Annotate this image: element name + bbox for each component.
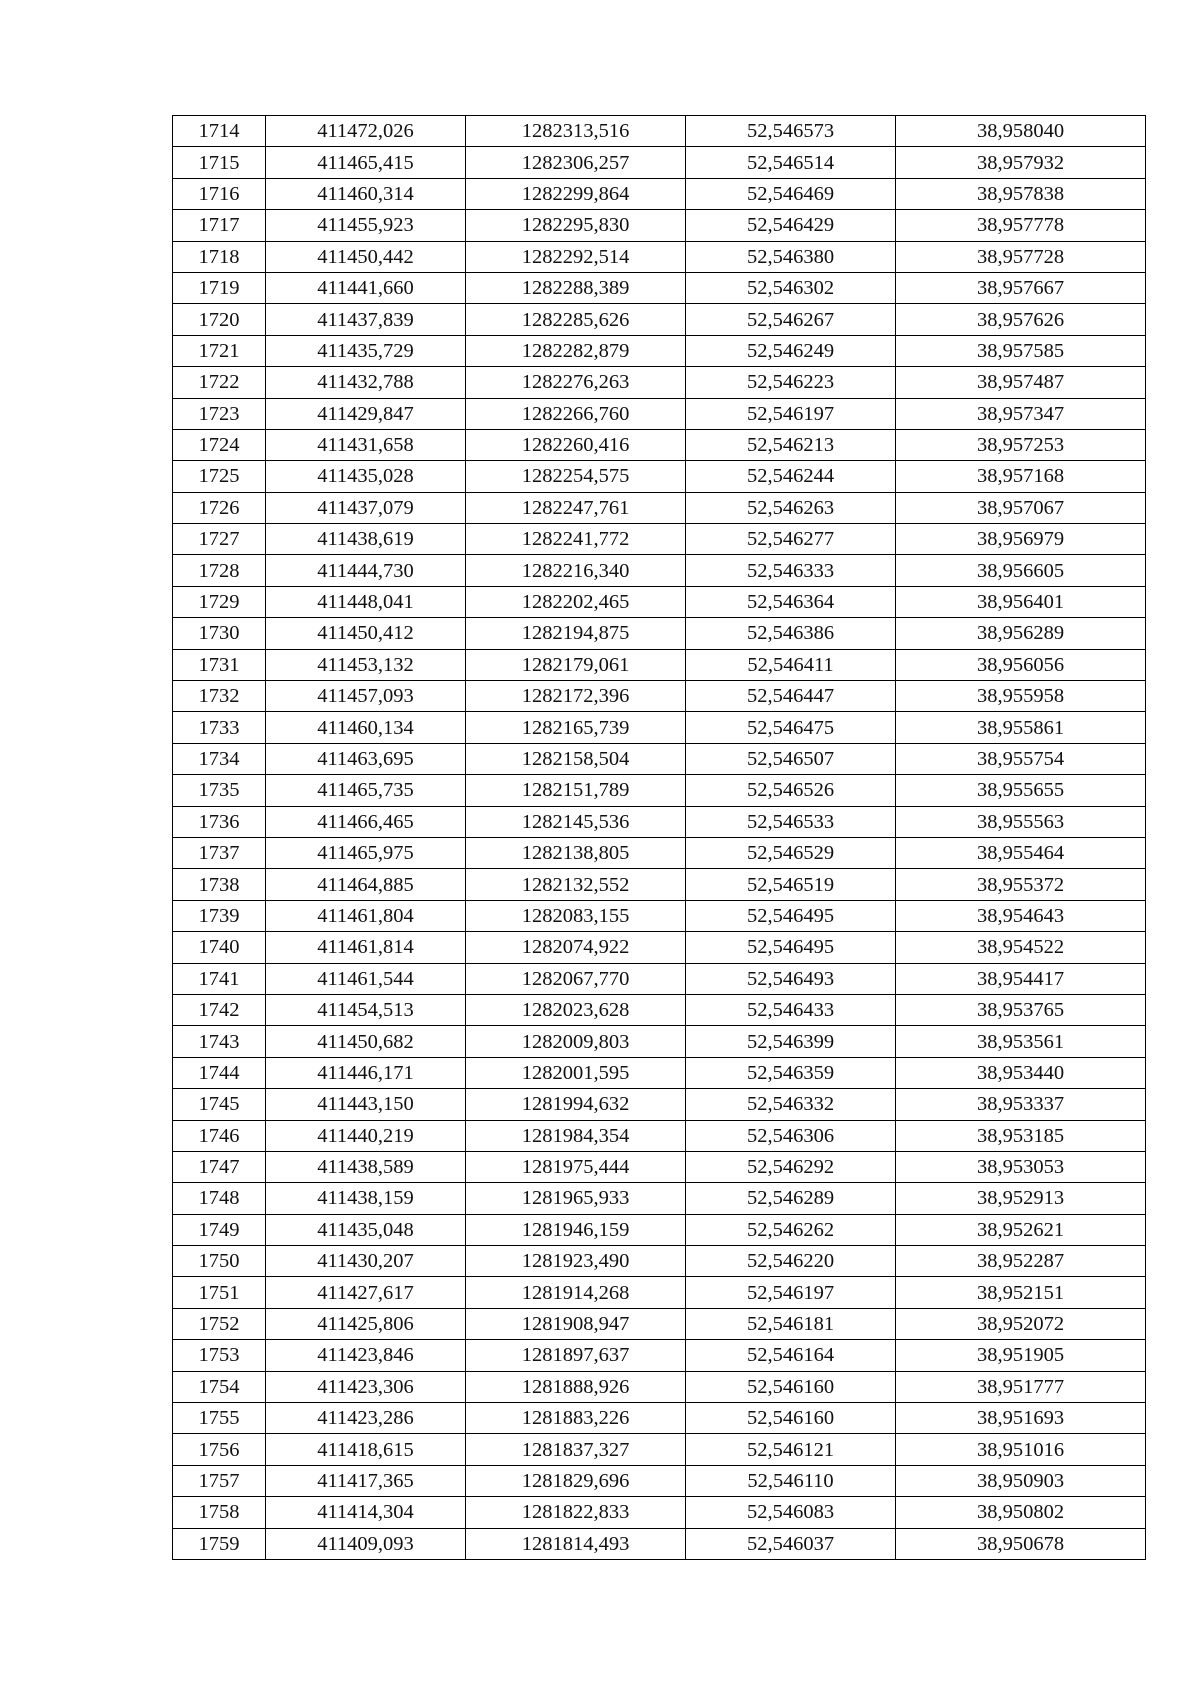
point-number-cell: 1735 <box>173 775 266 806</box>
x-coordinate-cell: 411460,134 <box>266 712 466 743</box>
table-row <box>173 618 1146 649</box>
point-number-cell: 1754 <box>173 1371 266 1402</box>
table-row <box>173 1403 1146 1434</box>
point-number-cell: 1719 <box>173 272 266 303</box>
point-number-cell: 1728 <box>173 555 266 586</box>
y-coordinate-cell: 1282145,536 <box>466 806 686 837</box>
point-number-cell: 1749 <box>173 1214 266 1245</box>
y-coordinate-cell: 1281888,926 <box>466 1371 686 1402</box>
y-coordinate-cell: 1281822,833 <box>466 1497 686 1528</box>
longitude-cell: 38,956979 <box>896 524 1146 555</box>
y-coordinate-cell: 1281908,947 <box>466 1308 686 1339</box>
x-coordinate-cell: 411455,923 <box>266 210 466 241</box>
x-coordinate-cell: 411464,885 <box>266 869 466 900</box>
longitude-cell: 38,953337 <box>896 1089 1146 1120</box>
table-row <box>173 1465 1146 1496</box>
latitude-cell: 52,546447 <box>686 681 896 712</box>
longitude-cell: 38,957626 <box>896 304 1146 335</box>
longitude-cell: 38,955754 <box>896 743 1146 774</box>
longitude-cell: 38,954417 <box>896 963 1146 994</box>
point-number-cell: 1747 <box>173 1151 266 1182</box>
longitude-cell: 38,950903 <box>896 1465 1146 1496</box>
y-coordinate-cell: 1281965,933 <box>466 1183 686 1214</box>
point-number-cell: 1738 <box>173 869 266 900</box>
point-number-cell: 1730 <box>173 618 266 649</box>
latitude-cell: 52,546292 <box>686 1151 896 1182</box>
table-row <box>173 869 1146 900</box>
longitude-cell: 38,952621 <box>896 1214 1146 1245</box>
x-coordinate-cell: 411472,026 <box>266 116 466 147</box>
latitude-cell: 52,546262 <box>686 1214 896 1245</box>
y-coordinate-cell: 1282254,575 <box>466 461 686 492</box>
latitude-cell: 52,546160 <box>686 1403 896 1434</box>
table-row <box>173 367 1146 398</box>
latitude-cell: 52,546220 <box>686 1246 896 1277</box>
point-number-cell: 1736 <box>173 806 266 837</box>
point-number-cell: 1739 <box>173 900 266 931</box>
y-coordinate-cell: 1282001,595 <box>466 1057 686 1088</box>
table-row <box>173 429 1146 460</box>
y-coordinate-cell: 1281994,632 <box>466 1089 686 1120</box>
y-coordinate-cell: 1282266,760 <box>466 398 686 429</box>
latitude-cell: 52,546332 <box>686 1089 896 1120</box>
x-coordinate-cell: 411453,132 <box>266 649 466 680</box>
latitude-cell: 52,546526 <box>686 775 896 806</box>
table-row <box>173 1089 1146 1120</box>
x-coordinate-cell: 411443,150 <box>266 1089 466 1120</box>
longitude-cell: 38,955372 <box>896 869 1146 900</box>
table-row <box>173 241 1146 272</box>
y-coordinate-cell: 1282074,922 <box>466 932 686 963</box>
y-coordinate-cell: 1281883,226 <box>466 1403 686 1434</box>
latitude-cell: 52,546399 <box>686 1026 896 1057</box>
x-coordinate-cell: 411441,660 <box>266 272 466 303</box>
y-coordinate-cell: 1282172,396 <box>466 681 686 712</box>
longitude-cell: 38,953440 <box>896 1057 1146 1088</box>
y-coordinate-cell: 1282247,761 <box>466 492 686 523</box>
latitude-cell: 52,546213 <box>686 429 896 460</box>
point-number-cell: 1748 <box>173 1183 266 1214</box>
table-row <box>173 147 1146 178</box>
table-row <box>173 743 1146 774</box>
y-coordinate-cell: 1282260,416 <box>466 429 686 460</box>
point-number-cell: 1757 <box>173 1465 266 1496</box>
latitude-cell: 52,546197 <box>686 398 896 429</box>
point-number-cell: 1741 <box>173 963 266 994</box>
longitude-cell: 38,951777 <box>896 1371 1146 1402</box>
table-row <box>173 1246 1146 1277</box>
x-coordinate-cell: 411438,589 <box>266 1151 466 1182</box>
table-row <box>173 775 1146 806</box>
y-coordinate-cell: 1282138,805 <box>466 837 686 868</box>
latitude-cell: 52,546507 <box>686 743 896 774</box>
y-coordinate-cell: 1282023,628 <box>466 994 686 1025</box>
longitude-cell: 38,950802 <box>896 1497 1146 1528</box>
longitude-cell: 38,955958 <box>896 681 1146 712</box>
longitude-cell: 38,955655 <box>896 775 1146 806</box>
x-coordinate-cell: 411465,975 <box>266 837 466 868</box>
latitude-cell: 52,546121 <box>686 1434 896 1465</box>
point-number-cell: 1750 <box>173 1246 266 1277</box>
coordinates-table <box>172 115 1146 1560</box>
longitude-cell: 38,955861 <box>896 712 1146 743</box>
y-coordinate-cell: 1282276,263 <box>466 367 686 398</box>
latitude-cell: 52,546263 <box>686 492 896 523</box>
y-coordinate-cell: 1282295,830 <box>466 210 686 241</box>
x-coordinate-cell: 411435,048 <box>266 1214 466 1245</box>
table-row <box>173 210 1146 241</box>
x-coordinate-cell: 411423,846 <box>266 1340 466 1371</box>
longitude-cell: 38,956605 <box>896 555 1146 586</box>
latitude-cell: 52,546495 <box>686 900 896 931</box>
x-coordinate-cell: 411429,847 <box>266 398 466 429</box>
point-number-cell: 1727 <box>173 524 266 555</box>
latitude-cell: 52,546519 <box>686 869 896 900</box>
table-row <box>173 1214 1146 1245</box>
latitude-cell: 52,546475 <box>686 712 896 743</box>
y-coordinate-cell: 1281814,493 <box>466 1528 686 1559</box>
x-coordinate-cell: 411437,079 <box>266 492 466 523</box>
longitude-cell: 38,954643 <box>896 900 1146 931</box>
longitude-cell: 38,957778 <box>896 210 1146 241</box>
table-row <box>173 398 1146 429</box>
y-coordinate-cell: 1282241,772 <box>466 524 686 555</box>
x-coordinate-cell: 411432,788 <box>266 367 466 398</box>
longitude-cell: 38,956289 <box>896 618 1146 649</box>
latitude-cell: 52,546364 <box>686 586 896 617</box>
x-coordinate-cell: 411438,619 <box>266 524 466 555</box>
x-coordinate-cell: 411417,365 <box>266 1465 466 1496</box>
longitude-cell: 38,958040 <box>896 116 1146 147</box>
longitude-cell: 38,957347 <box>896 398 1146 429</box>
table-row <box>173 963 1146 994</box>
point-number-cell: 1722 <box>173 367 266 398</box>
latitude-cell: 52,546289 <box>686 1183 896 1214</box>
table-row <box>173 649 1146 680</box>
longitude-cell: 38,957728 <box>896 241 1146 272</box>
point-number-cell: 1752 <box>173 1308 266 1339</box>
latitude-cell: 52,546197 <box>686 1277 896 1308</box>
y-coordinate-cell: 1281923,490 <box>466 1246 686 1277</box>
y-coordinate-cell: 1282292,514 <box>466 241 686 272</box>
point-number-cell: 1724 <box>173 429 266 460</box>
longitude-cell: 38,950678 <box>896 1528 1146 1559</box>
point-number-cell: 1720 <box>173 304 266 335</box>
x-coordinate-cell: 411450,442 <box>266 241 466 272</box>
point-number-cell: 1726 <box>173 492 266 523</box>
longitude-cell: 38,957585 <box>896 335 1146 366</box>
point-number-cell: 1733 <box>173 712 266 743</box>
y-coordinate-cell: 1282179,061 <box>466 649 686 680</box>
latitude-cell: 52,546433 <box>686 994 896 1025</box>
table-row <box>173 1277 1146 1308</box>
table-row <box>173 555 1146 586</box>
x-coordinate-cell: 411446,171 <box>266 1057 466 1088</box>
y-coordinate-cell: 1282194,875 <box>466 618 686 649</box>
latitude-cell: 52,546386 <box>686 618 896 649</box>
point-number-cell: 1732 <box>173 681 266 712</box>
table-row <box>173 1371 1146 1402</box>
table-row <box>173 994 1146 1025</box>
y-coordinate-cell: 1282313,516 <box>466 116 686 147</box>
y-coordinate-cell: 1282158,504 <box>466 743 686 774</box>
x-coordinate-cell: 411427,617 <box>266 1277 466 1308</box>
table-row <box>173 1183 1146 1214</box>
y-coordinate-cell: 1282132,552 <box>466 869 686 900</box>
latitude-cell: 52,546306 <box>686 1120 896 1151</box>
x-coordinate-cell: 411437,839 <box>266 304 466 335</box>
longitude-cell: 38,951693 <box>896 1403 1146 1434</box>
y-coordinate-cell: 1281837,327 <box>466 1434 686 1465</box>
point-number-cell: 1746 <box>173 1120 266 1151</box>
x-coordinate-cell: 411454,513 <box>266 994 466 1025</box>
x-coordinate-cell: 411423,306 <box>266 1371 466 1402</box>
table-row <box>173 1120 1146 1151</box>
point-number-cell: 1717 <box>173 210 266 241</box>
table-row <box>173 1497 1146 1528</box>
point-number-cell: 1744 <box>173 1057 266 1088</box>
table-row <box>173 272 1146 303</box>
point-number-cell: 1742 <box>173 994 266 1025</box>
x-coordinate-cell: 411450,682 <box>266 1026 466 1057</box>
longitude-cell: 38,953185 <box>896 1120 1146 1151</box>
y-coordinate-cell: 1282165,739 <box>466 712 686 743</box>
y-coordinate-cell: 1282009,803 <box>466 1026 686 1057</box>
latitude-cell: 52,546083 <box>686 1497 896 1528</box>
table-row <box>173 681 1146 712</box>
latitude-cell: 52,546037 <box>686 1528 896 1559</box>
latitude-cell: 52,546181 <box>686 1308 896 1339</box>
y-coordinate-cell: 1281829,696 <box>466 1465 686 1496</box>
point-number-cell: 1716 <box>173 178 266 209</box>
table-row <box>173 178 1146 209</box>
longitude-cell: 38,955563 <box>896 806 1146 837</box>
x-coordinate-cell: 411466,465 <box>266 806 466 837</box>
longitude-cell: 38,952151 <box>896 1277 1146 1308</box>
longitude-cell: 38,953053 <box>896 1151 1146 1182</box>
table-row <box>173 304 1146 335</box>
latitude-cell: 52,546223 <box>686 367 896 398</box>
point-number-cell: 1758 <box>173 1497 266 1528</box>
longitude-cell: 38,957253 <box>896 429 1146 460</box>
y-coordinate-cell: 1281946,159 <box>466 1214 686 1245</box>
longitude-cell: 38,955464 <box>896 837 1146 868</box>
longitude-cell: 38,954522 <box>896 932 1146 963</box>
y-coordinate-cell: 1282151,789 <box>466 775 686 806</box>
point-number-cell: 1751 <box>173 1277 266 1308</box>
point-number-cell: 1715 <box>173 147 266 178</box>
x-coordinate-cell: 411460,314 <box>266 178 466 209</box>
longitude-cell: 38,952072 <box>896 1308 1146 1339</box>
table-row <box>173 1151 1146 1182</box>
latitude-cell: 52,546359 <box>686 1057 896 1088</box>
coordinates-table-body <box>173 116 1146 1560</box>
point-number-cell: 1723 <box>173 398 266 429</box>
latitude-cell: 52,546514 <box>686 147 896 178</box>
point-number-cell: 1759 <box>173 1528 266 1559</box>
table-row <box>173 524 1146 555</box>
latitude-cell: 52,546244 <box>686 461 896 492</box>
latitude-cell: 52,546333 <box>686 555 896 586</box>
point-number-cell: 1743 <box>173 1026 266 1057</box>
latitude-cell: 52,546429 <box>686 210 896 241</box>
x-coordinate-cell: 411461,814 <box>266 932 466 963</box>
point-number-cell: 1755 <box>173 1403 266 1434</box>
point-number-cell: 1721 <box>173 335 266 366</box>
table-row <box>173 932 1146 963</box>
point-number-cell: 1725 <box>173 461 266 492</box>
x-coordinate-cell: 411448,041 <box>266 586 466 617</box>
table-row <box>173 1528 1146 1559</box>
table-row <box>173 335 1146 366</box>
x-coordinate-cell: 411465,415 <box>266 147 466 178</box>
x-coordinate-cell: 411430,207 <box>266 1246 466 1277</box>
table-row <box>173 492 1146 523</box>
table-row <box>173 1308 1146 1339</box>
table-row <box>173 1026 1146 1057</box>
point-number-cell: 1756 <box>173 1434 266 1465</box>
latitude-cell: 52,546164 <box>686 1340 896 1371</box>
x-coordinate-cell: 411461,804 <box>266 900 466 931</box>
point-number-cell: 1740 <box>173 932 266 963</box>
table-row <box>173 900 1146 931</box>
longitude-cell: 38,957667 <box>896 272 1146 303</box>
latitude-cell: 52,546469 <box>686 178 896 209</box>
point-number-cell: 1731 <box>173 649 266 680</box>
longitude-cell: 38,956401 <box>896 586 1146 617</box>
longitude-cell: 38,957067 <box>896 492 1146 523</box>
x-coordinate-cell: 411438,159 <box>266 1183 466 1214</box>
latitude-cell: 52,546533 <box>686 806 896 837</box>
x-coordinate-cell: 411423,286 <box>266 1403 466 1434</box>
x-coordinate-cell: 411414,304 <box>266 1497 466 1528</box>
x-coordinate-cell: 411461,544 <box>266 963 466 994</box>
x-coordinate-cell: 411409,093 <box>266 1528 466 1559</box>
latitude-cell: 52,546277 <box>686 524 896 555</box>
x-coordinate-cell: 411450,412 <box>266 618 466 649</box>
table-row <box>173 712 1146 743</box>
longitude-cell: 38,957487 <box>896 367 1146 398</box>
latitude-cell: 52,546110 <box>686 1465 896 1496</box>
y-coordinate-cell: 1282282,879 <box>466 335 686 366</box>
point-number-cell: 1745 <box>173 1089 266 1120</box>
latitude-cell: 52,546573 <box>686 116 896 147</box>
y-coordinate-cell: 1282216,340 <box>466 555 686 586</box>
latitude-cell: 52,546160 <box>686 1371 896 1402</box>
point-number-cell: 1734 <box>173 743 266 774</box>
longitude-cell: 38,957838 <box>896 178 1146 209</box>
latitude-cell: 52,546380 <box>686 241 896 272</box>
latitude-cell: 52,546411 <box>686 649 896 680</box>
longitude-cell: 38,952913 <box>896 1183 1146 1214</box>
y-coordinate-cell: 1282288,389 <box>466 272 686 303</box>
table-row <box>173 1057 1146 1088</box>
table-row <box>173 116 1146 147</box>
x-coordinate-cell: 411435,028 <box>266 461 466 492</box>
point-number-cell: 1753 <box>173 1340 266 1371</box>
x-coordinate-cell: 411465,735 <box>266 775 466 806</box>
x-coordinate-cell: 411440,219 <box>266 1120 466 1151</box>
y-coordinate-cell: 1282202,465 <box>466 586 686 617</box>
table-row <box>173 586 1146 617</box>
x-coordinate-cell: 411425,806 <box>266 1308 466 1339</box>
x-coordinate-cell: 411418,615 <box>266 1434 466 1465</box>
y-coordinate-cell: 1281984,354 <box>466 1120 686 1151</box>
table-row <box>173 1340 1146 1371</box>
longitude-cell: 38,957168 <box>896 461 1146 492</box>
point-number-cell: 1737 <box>173 837 266 868</box>
y-coordinate-cell: 1281897,637 <box>466 1340 686 1371</box>
y-coordinate-cell: 1281914,268 <box>466 1277 686 1308</box>
longitude-cell: 38,951905 <box>896 1340 1146 1371</box>
point-number-cell: 1718 <box>173 241 266 272</box>
longitude-cell: 38,956056 <box>896 649 1146 680</box>
longitude-cell: 38,953561 <box>896 1026 1146 1057</box>
y-coordinate-cell: 1282285,626 <box>466 304 686 335</box>
y-coordinate-cell: 1282067,770 <box>466 963 686 994</box>
latitude-cell: 52,546249 <box>686 335 896 366</box>
y-coordinate-cell: 1282306,257 <box>466 147 686 178</box>
longitude-cell: 38,953765 <box>896 994 1146 1025</box>
longitude-cell: 38,951016 <box>896 1434 1146 1465</box>
longitude-cell: 38,957932 <box>896 147 1146 178</box>
table-row <box>173 837 1146 868</box>
y-coordinate-cell: 1281975,444 <box>466 1151 686 1182</box>
x-coordinate-cell: 411457,093 <box>266 681 466 712</box>
table-row <box>173 1434 1146 1465</box>
latitude-cell: 52,546495 <box>686 932 896 963</box>
x-coordinate-cell: 411444,730 <box>266 555 466 586</box>
latitude-cell: 52,546529 <box>686 837 896 868</box>
x-coordinate-cell: 411431,658 <box>266 429 466 460</box>
x-coordinate-cell: 411463,695 <box>266 743 466 774</box>
y-coordinate-cell: 1282083,155 <box>466 900 686 931</box>
point-number-cell: 1714 <box>173 116 266 147</box>
y-coordinate-cell: 1282299,864 <box>466 178 686 209</box>
latitude-cell: 52,546267 <box>686 304 896 335</box>
table-row <box>173 806 1146 837</box>
x-coordinate-cell: 411435,729 <box>266 335 466 366</box>
point-number-cell: 1729 <box>173 586 266 617</box>
latitude-cell: 52,546493 <box>686 963 896 994</box>
longitude-cell: 38,952287 <box>896 1246 1146 1277</box>
table-row <box>173 461 1146 492</box>
latitude-cell: 52,546302 <box>686 272 896 303</box>
